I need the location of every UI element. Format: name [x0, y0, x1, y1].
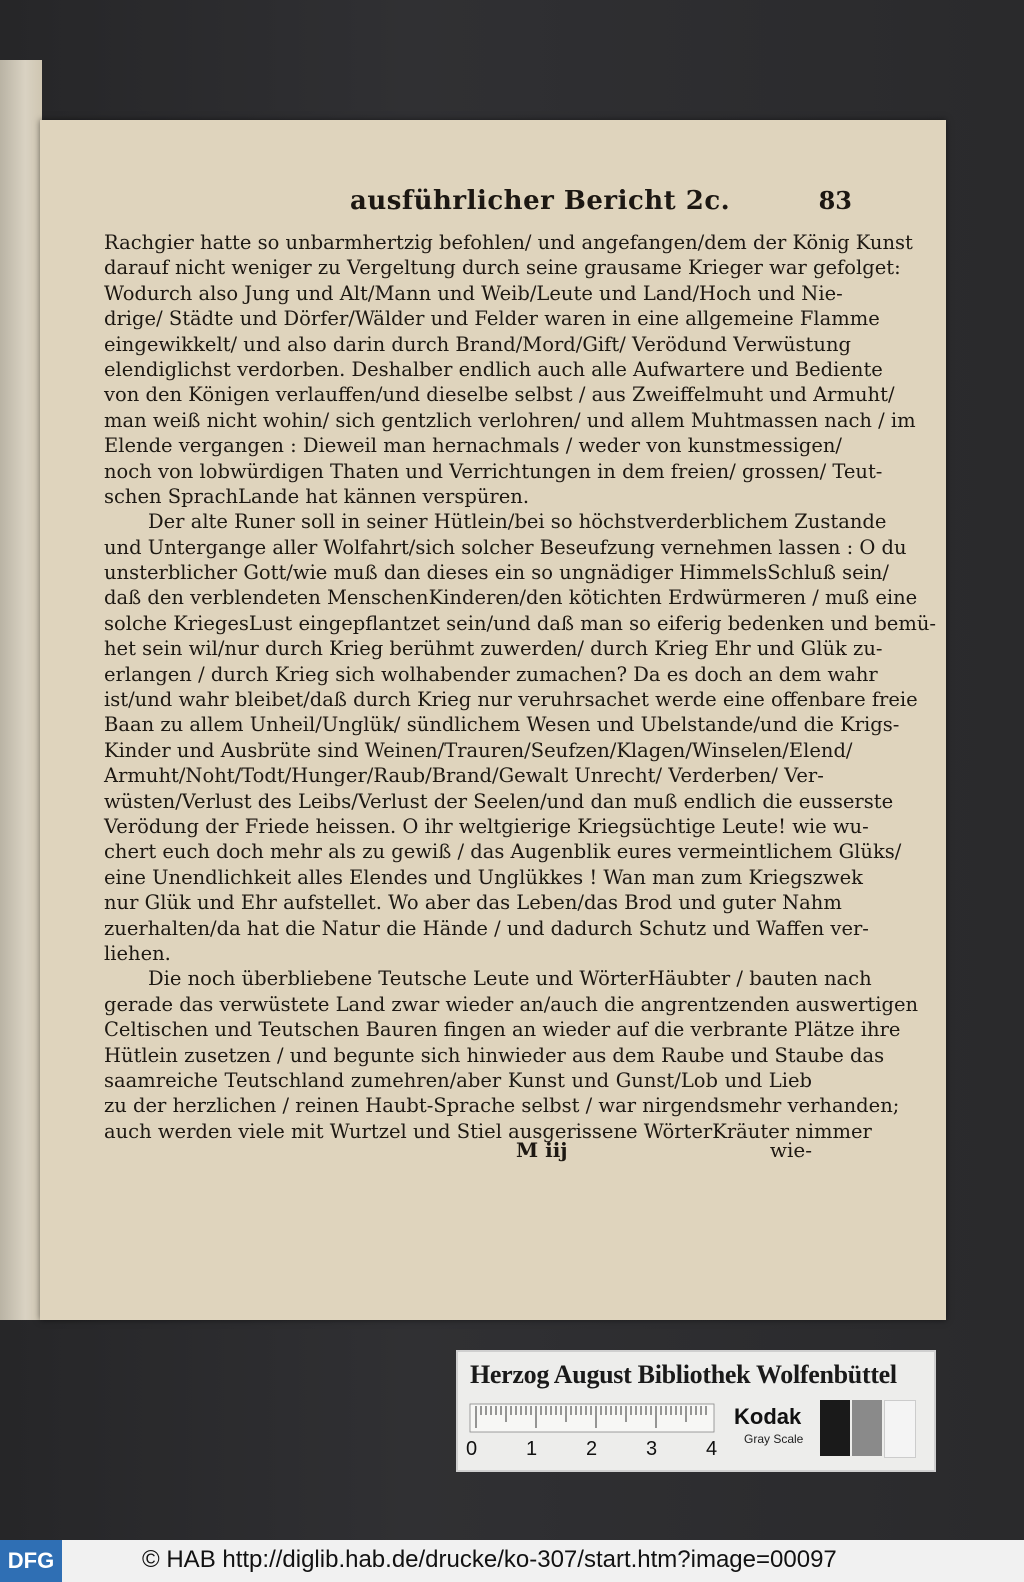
text-line: noch von lobwürdigen Thaten und Verrichtungen in dem freien/ grossen/ Teut-	[104, 459, 883, 483]
ruler-numbers	[466, 1438, 726, 1460]
text-line: schen SprachLande hat kännen verspüren.	[104, 484, 530, 508]
text-line: saamreiche Teutschland zumehren/aber Kunst und Gunst/Lob und Lieb	[104, 1068, 812, 1092]
text-line: zuerhalten/da hat die Natur die Hände / und dadurch Schutz und Waffen ver-	[104, 916, 869, 940]
ruler-number: 3	[646, 1438, 658, 1460]
text-line: nur Glük und Ehr aufstellet. Wo aber das Leben/das Brod und guter Nahm	[104, 891, 842, 915]
running-head: ausführlicher Bericht 2c.	[350, 186, 731, 216]
ruler-number: 2	[586, 1438, 598, 1460]
text-line: wüsten/Verlust des Leibs/Verlust der Seelen/und dan muß endlich die eusserste	[104, 789, 894, 813]
text-line: man weiß nicht wohin/ sich gentzlich verlohren/ und allem Muhtmassen nach / im	[104, 408, 916, 432]
dfg-logo[interactable]: DFG	[0, 1540, 62, 1582]
library-name: Herzog August Bibliothek Wolfenbüttel	[470, 1360, 897, 1389]
gray-patch-black	[820, 1400, 850, 1456]
text-line: Baan zu allem Unheil/Unglük/ sündlichem Wesen und Ubelstande/und die Krigs-	[104, 713, 900, 737]
page-body	[104, 230, 936, 1144]
text-line: Rachgier hatte so unbarmhertzig befohlen/ und angefangen/dem der König Kunst	[104, 231, 913, 254]
page-header	[302, 186, 852, 226]
gray-patch-white	[884, 1400, 916, 1458]
text-line: gerade das verwüstete Land zwar wieder an/auch die angrentzenden auswertigen	[104, 992, 919, 1016]
text-line: Celtischen und Teutschen Bauren fingen an wieder auf die verbrante Plätze ihre	[104, 1018, 901, 1042]
text-line: Wodurch also Jung und Alt/Mann und Weib/Leute und Land/Hoch und Nie-	[104, 281, 843, 305]
text-line: solche KriegesLust eingepflantzet sein/und daß man so eiferig bedenken und bemü-	[104, 611, 936, 635]
ruler-scale	[470, 1404, 714, 1432]
kodak-brand: Kodak	[734, 1404, 802, 1429]
ruler-number: 1	[526, 1438, 538, 1460]
signature-mark: M iij	[516, 1138, 568, 1162]
catchword: wie-	[769, 1138, 812, 1162]
gray-patch-mid	[852, 1400, 882, 1456]
color-reference-card	[456, 1350, 936, 1472]
text-line: Der alte Runer soll in seiner Hütlein/bei so höchstverderblichem Zustande	[148, 510, 887, 534]
text-line: drige/ Städte und Dörfer/Wälder und Felder waren in eine allgemeine Flamme	[104, 307, 880, 331]
book-page	[40, 120, 946, 1320]
text-line: Kinder und Ausbrüte sind Weinen/Trauren/Seufzen/Klagen/Winselen/Elend/	[104, 738, 853, 762]
text-line: daß den verblendeten MenschenKinderen/den kötichten Erdwürmeren / muß eine	[104, 586, 918, 610]
text-line: Elende vergangen : Dieweil man hernachmals / weder von kunstmessigen/	[104, 434, 842, 458]
text-line: ist/und wahr bleibet/daß durch Krieg nur veruhrsachet werde eine offenbare freie	[104, 688, 918, 712]
ruler-number: 4	[706, 1438, 718, 1460]
page-number: 83	[818, 186, 852, 215]
text-line: chert euch doch mehr als zu gewiß / das Augenblik eures vermeintlichem Glüks/	[104, 840, 902, 864]
text-line: Hütlein zusetzen / und begunte sich hinwieder aus dem Raube und Staube das	[104, 1043, 885, 1067]
text-line: eingewikkelt/ und also darin durch Brand/Mord/Gift/ Verödund Verwüstung	[104, 332, 851, 356]
text-line: darauf nicht weniger zu Vergeltung durch seine grausame Krieger war gefolget:	[104, 256, 901, 280]
page-footer	[104, 1138, 812, 1168]
text-line: elendiglichst verdorben. Deshalber endlich auch alle Aufwartere und Bediente	[104, 357, 883, 381]
text-line: und Untergange aller Wolfahrt/sich solcher Beseufzung vernehmen lassen : O du	[104, 535, 907, 559]
text-line: Die noch überbliebene Teutsche Leute und WörterHäubter / bauten nach	[148, 967, 872, 991]
text-line: zu der herzlichen / reinen Haubt-Sprache selbst / war nirgendsmehr verhanden;	[104, 1094, 900, 1118]
text-line: unsterblicher Gott/wie muß dan dieses ein so ungnädiger HimmelsSchluß sein/	[104, 561, 889, 585]
text-line: het sein wil/nur durch Krieg berühmt zuwerden/ durch Krieg Ehr und Glük zu-	[104, 637, 883, 661]
text-line: liehen.	[104, 941, 171, 965]
viewer-footer	[0, 1540, 1024, 1582]
credit-link[interactable]: © HAB http://diglib.hab.de/drucke/ko-307/start.htm?image=00097	[142, 1546, 837, 1573]
text-line: erlangen / durch Krieg sich wolhabender zumachen? Da es doch an dem wahr	[104, 662, 878, 686]
text-line: eine Unendlichkeit alles Elendes und Unglükkes ! Wan man zum Kriegszwek	[104, 865, 863, 889]
previous-page-edge	[0, 60, 42, 1320]
ruler-number: 0	[466, 1438, 478, 1460]
text-line: Verödung der Friede heissen. O ihr weltgierige Kriegsüchtige Leute! wie wu-	[104, 814, 869, 838]
text-line: auch werden viele mit Wurtzel und Stiel ausgerissene WörterKräuter nimmer	[104, 1119, 872, 1143]
text-line: von den Königen verlauffen/und dieselbe selbst / aus Zweiffelmuht und Armuht/	[104, 383, 895, 407]
text-line: Armuht/Noht/Todt/Hunger/Raub/Brand/Gewalt Unrecht/ Verderben/ Ver-	[104, 764, 824, 788]
gray-scale-label: Gray Scale	[744, 1432, 804, 1446]
